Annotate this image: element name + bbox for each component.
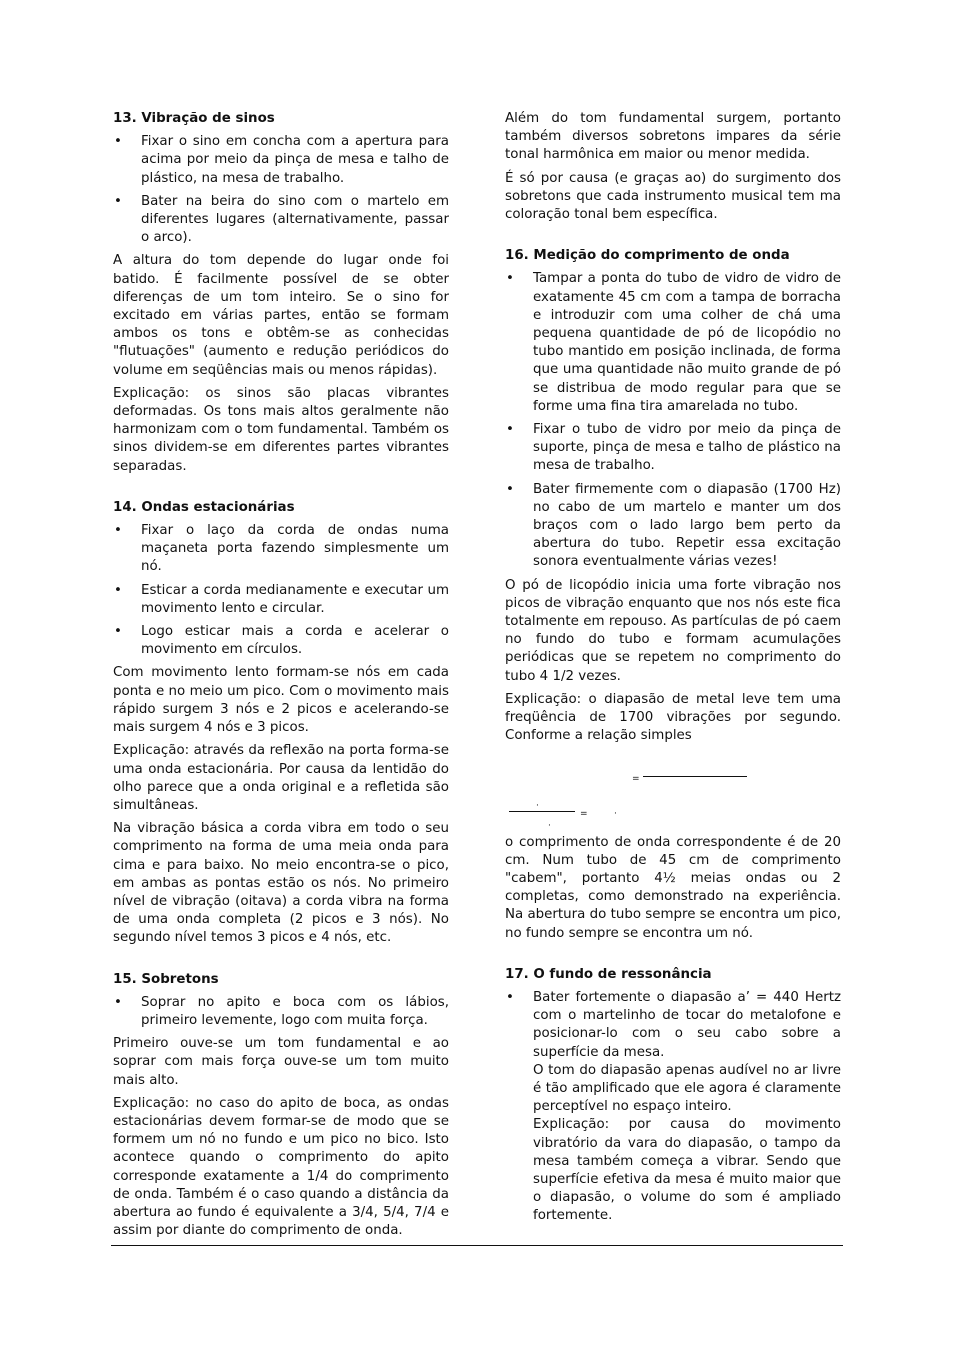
section-13-steps (113, 133, 449, 247)
paragraph: Explicação: o diapasão de metal leve tem uma freqüência de 1700 vibrações por segundo. Conforme a relação simples (505, 691, 841, 744)
wavelength-formula (505, 754, 841, 831)
section-15-title: 15. Sobretons (113, 971, 219, 987)
paragraph: A altura do tom depende do lugar onde foi batido. É facilmente possível de se obter diferenças de um tom inteiro. Se o sino for excitado em várias partes, então se formam ambos os tons e obtêm-se as conhecidas "flutuações" (aumento e redução periódicos do volume em seqüências mais ou menos rápidas). (113, 253, 449, 378)
section-17-title: 17. O fundo de ressonância (505, 966, 712, 982)
step-text: • Bater fortemente o diapasão a’ = 440 Hertz com o martelinho de tocar do metalofone e posicionar-lo com o seu cabo sobre a superfície da mesa. (533, 989, 841, 1060)
step-text: Explicação: por causa do movimento vibratório da vara do diapasão, o tampo da mesa também começa a vibrar. Sendo que superfície efetiva da mesa é muito maior que o diapasão, o volume do som é ampliado fortemente. (533, 1117, 841, 1224)
paragraph: Explicação: no caso do apito de boca, as ondas estacionárias devem formar-se de modo que se formem um nó no fundo e um pico no bico. Isto acontece quando o comprimento do apito corresponde exatamente a 1/4 do comprimento de onda. Também é o caso quando a distância da abertura ao fundo é equivalente a 3/4, 5/4, 7/4 e assim por diante do comprimento de onda. (113, 1095, 449, 1239)
footer-divider (111, 1245, 843, 1246)
paragraph: Além do tom fundamental surgem, portanto também diversos sobretons impares da série tonal harmônica em maior ou menor medida. (505, 111, 841, 163)
formula-dot: · (548, 820, 551, 831)
list-item: • Tampar a ponta do tubo de vidro de vidro de exatamente 45 cm com a tampa de borracha e introduzir com uma colher de chá uma pequena quantidade de pó de licopódio no tubo mantido em posição inclinada, de forma que uma quantidade não muito grande de pó se distribua de modo regular para que se forme uma fina tira amarelada no tubo. (505, 270, 841, 416)
section-14-steps (113, 522, 449, 659)
list-item (505, 989, 841, 1226)
paragraph: o comprimento de onda correspondente é de 20 cm. Num tubo de 45 cm de comprimento "cabem", portanto 4½ meias ondas ou 2 completas, como demonstrado na experiência. Na abertura do tubo sempre se encontra um pico, no fundo sempre se encontra um nó. (505, 834, 842, 941)
section-16-title: 16. Medição do comprimento de onda (505, 248, 790, 264)
paragraph: Primeiro ouve-se um tom fundamental e ao soprar com mais força ouve-se um tom muito mais alto. (113, 1036, 449, 1088)
list-item: • Fixar o sino em concha com a apertura para acima por meio da pinça de mesa e talho de plástico, na mesa de trabalho. (113, 133, 449, 188)
paragraph: É só por causa (e graças ao) do surgimento dos sobretons que cada instrumento musical tem ma coloração tonal bem específica. (505, 170, 841, 223)
list-item: • Fixar o tubo de vidro por meio da pinça de suporte, pinça de mesa e talho de plástico na mesa de trabalho. (505, 421, 841, 476)
right-column (505, 110, 841, 1231)
paragraph: Explicação: através da reflexão na porta forma-se uma onda estacionária. Por causa da lentidão do olho parece que a onda original e a refletida são simultâneas. (113, 743, 449, 813)
formula-dot: · (536, 800, 539, 811)
section-15-steps (113, 994, 449, 1030)
list-item: • Bater firmemente com o diapasão (1700 Hz) no cabo de um martelo e manter um dos braços com o lado largo bem perto da abertura do tubo. Repetir essa excitação sonora eventualmente várias vezes! (505, 481, 841, 572)
section-16-steps (505, 270, 841, 571)
fraction-bar (643, 776, 747, 777)
list-item: • Fixar o laço da corda de ondas numa maçaneta porta fazendo simplesmente um nó. (113, 522, 449, 577)
list-item: • Bater na beira do sino com o martelo em diferentes lugares (alternativamente, passar o arco). (113, 193, 449, 248)
list-item: • Esticar a corda medianamente e executar um movimento lento e circular. (113, 582, 449, 618)
left-column (113, 110, 449, 1245)
list-item: • Soprar no apito e boca com os lábios, primeiro levemente, logo com muita força. (113, 994, 449, 1030)
formula-equals-sign: = (580, 808, 588, 819)
list-item: • Logo esticar mais a corda e acelerar o movimento em círculos. (113, 623, 449, 659)
step-text: O tom do diapasão apenas audível no ar livre é tão amplificado que ele agora é claramente perceptível no espaço inteiro. (533, 1062, 841, 1115)
paragraph: Com movimento lento formam-se nós em cada ponta e no meio um pico. Com o movimento mais rápido surgem 3 nós e 2 picos e acelerando-se mais surgem 4 nós e 3 picos. (113, 665, 449, 736)
formula-equals-sign: = (632, 773, 640, 784)
section-13-title: 13. Vibração de sinos (113, 111, 275, 126)
fraction-bar (509, 811, 575, 812)
section-17-steps (505, 989, 841, 1226)
paragraph: O pó de licopódio inicia uma forte vibração nos picos de vibração enquanto que nos nós este fica totalmente em repouso. As partículas de pó caem no fundo do tubo e formam acumulações periódicas que se repetem no comprimento do tubo 4 1/2 vezes. (505, 577, 841, 684)
paragraph: Na vibração básica a corda vibra em todo o seu comprimento na forma de uma meia onda para cima e para baixo. No meio encontra-se o pico, em ambas as pontas estão os nós. No primeiro nível de vibração (oitava) a corda vibra na forma de uma onda completa (2 picos e 3 nós). No segundo nível temos 3 picos e 4 nós, etc. (113, 821, 449, 946)
paragraph: Explicação: os sinos são placas vibrantes deformadas. Os tons mais altos geralmente não harmonizam com o tom fundamental. Também os sinos dividem-se em diferentes partes vibrantes separadas. (113, 385, 449, 474)
formula-dot: · (614, 808, 617, 819)
section-14-title: 14. Ondas estacionárias (113, 499, 295, 515)
